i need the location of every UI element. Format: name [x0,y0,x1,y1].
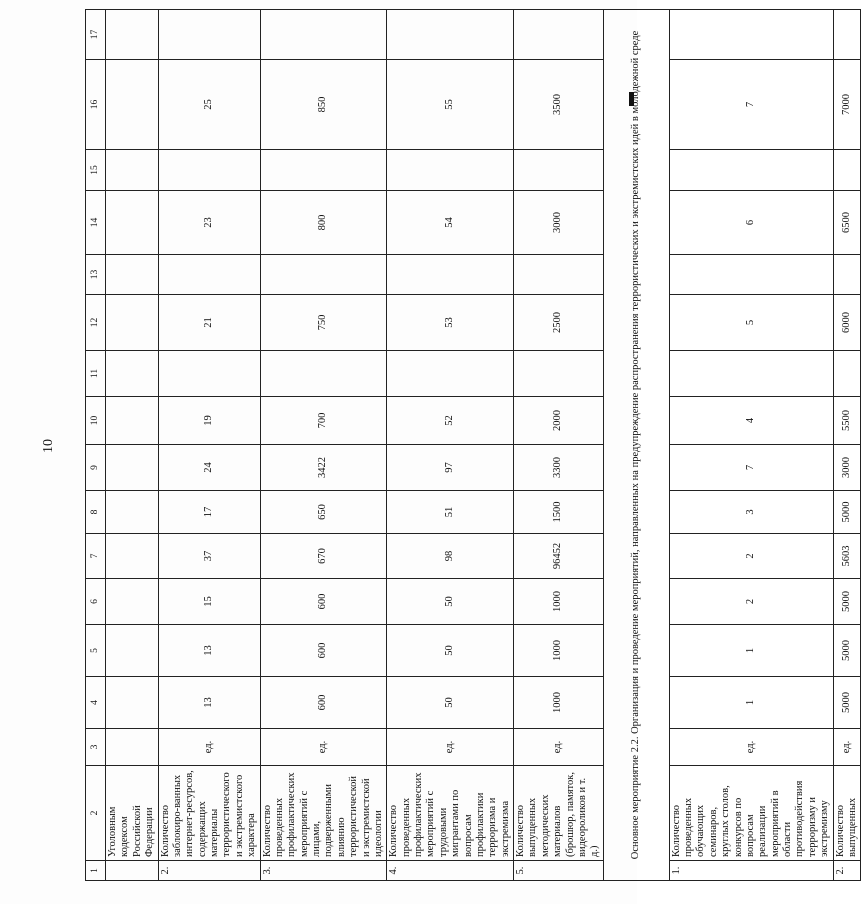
value-cell [260,10,387,60]
value-cell: 850 [260,60,387,150]
page-number: 10 [41,439,56,453]
value-cell: ед. [387,729,514,766]
row-migrant-events [387,10,514,881]
value-cell: 19 [158,397,260,445]
value-cell [669,255,833,295]
value-cell: ед. [833,729,861,766]
value-cell: 54 [387,191,514,255]
row-number-cell: 3. [260,861,387,881]
indicator-name-cell: Уголовным кодексом Российской Федерации [106,766,159,861]
value-cell: ед. [514,729,604,766]
indicator-name-cell: Количество проведенных профилактических мероприятий с лицами, подверженными влиянию террористической и экстремистской идеологии [260,766,387,861]
value-cell: 1500 [514,491,604,534]
value-cell: 5000 [833,579,861,625]
header-cell: 13 [86,255,106,295]
value-cell: 1000 [514,677,604,729]
value-cell: 7 [669,445,833,491]
value-cell: 5000 [833,625,861,677]
value-cell: 7 [669,60,833,150]
value-cell: 3000 [514,191,604,255]
value-cell [514,351,604,397]
value-cell [514,150,604,191]
value-cell: 5000 [833,491,861,534]
header-cell: 4 [86,677,106,729]
value-cell: 50 [387,677,514,729]
indicator-name-cell: Количество заблокиро-ванных интернет-ресурсов, содержащих материалы террористического и экстремистского характера [158,766,260,861]
value-cell [669,10,833,60]
value-cell [669,351,833,397]
value-cell: 600 [260,579,387,625]
value-cell [106,677,159,729]
value-cell [158,255,260,295]
value-cell: 37 [158,534,260,579]
header-cell: 7 [86,534,106,579]
value-cell: 2 [669,579,833,625]
value-cell: 700 [260,397,387,445]
value-cell: 2000 [514,397,604,445]
value-cell: 53 [387,295,514,351]
header-cell: 1 [86,861,106,881]
value-cell: 2500 [514,295,604,351]
value-cell: 55 [387,60,514,150]
header-cell: 17 [86,10,106,60]
value-cell: 13 [158,677,260,729]
row-number-cell: 4. [387,861,514,881]
value-cell: 6 [669,191,833,255]
indicator-name-cell: Количество проведенных профилактических мероприятий с трудовыми мигрантами по вопросам профилактики терроризма и экстремизма [387,766,514,861]
indicator-name-cell: Количество выпущенных методических материалов (брошюр, памяток, видеороликов и т. д.) [514,766,604,861]
value-cell: 800 [260,191,387,255]
value-cell [669,150,833,191]
indicators-table [85,9,861,881]
value-cell: 5500 [833,397,861,445]
value-cell: 17 [158,491,260,534]
value-cell [833,150,861,191]
value-cell: 98 [387,534,514,579]
value-cell [106,445,159,491]
row-number-cell: 1. [669,861,833,881]
row-seminars [669,10,833,881]
value-cell: 24 [158,445,260,491]
value-cell [833,255,861,295]
value-cell: ед. [158,729,260,766]
header-cell: 9 [86,445,106,491]
row-published-count [833,10,861,881]
section-heading-cell: Основное мероприятие 2.2. Организация и проведение мероприятий, направленных на предупреждение распространения террористических и экстремистских идей в молодежной среде [603,10,669,881]
value-cell [387,10,514,60]
value-cell: 21 [158,295,260,351]
row-blocked-resources [158,10,260,881]
value-cell [260,351,387,397]
value-cell: 2 [669,534,833,579]
value-cell [106,255,159,295]
value-cell: 15 [158,579,260,625]
value-cell: 50 [387,579,514,625]
value-cell: 1 [669,625,833,677]
value-cell [106,150,159,191]
value-cell [387,351,514,397]
value-cell: ед. [669,729,833,766]
value-cell [106,397,159,445]
rotated-table-container [85,10,858,881]
value-cell [106,351,159,397]
value-cell: 670 [260,534,387,579]
row-number-cell [106,861,159,881]
indicator-name-cell: Количество проведенных обучающих семинаров, круглых столов, конкурсов по вопросам реализации мероприятий в области противодействия терроризму и экстремизму [669,766,833,861]
value-cell: 600 [260,677,387,729]
header-cell: 12 [86,295,106,351]
header-cell: 3 [86,729,106,766]
value-cell: 7000 [833,60,861,150]
header-cell: 11 [86,351,106,397]
header-cell: 5 [86,625,106,677]
header-cell: 10 [86,397,106,445]
value-cell: 5000 [833,677,861,729]
value-cell: 50 [387,625,514,677]
value-cell [106,534,159,579]
row-number-cell: 5. [514,861,604,881]
value-cell: 600 [260,625,387,677]
value-cell [106,625,159,677]
indicator-name-cell: Количество выпущенных [833,766,861,861]
value-cell: 5 [669,295,833,351]
value-cell [260,255,387,295]
value-cell: 1000 [514,625,604,677]
row-prevention-events [260,10,387,881]
value-cell: 3000 [833,445,861,491]
value-cell: 51 [387,491,514,534]
value-cell: 1000 [514,579,604,625]
row-section-2-2 [603,10,669,881]
value-cell [158,351,260,397]
value-cell: 3 [669,491,833,534]
value-cell: 1 [669,677,833,729]
value-cell: 3422 [260,445,387,491]
value-cell [514,255,604,295]
row-number-cell: 2. [833,861,861,881]
row-number-cell: 2. [158,861,260,881]
header-cell: 6 [86,579,106,625]
value-cell [260,150,387,191]
value-cell: 52 [387,397,514,445]
value-cell [106,295,159,351]
value-cell [387,255,514,295]
value-cell: 4 [669,397,833,445]
value-cell [387,150,514,191]
value-cell: 96452 [514,534,604,579]
header-cell: 2 [86,766,106,861]
value-cell [158,10,260,60]
value-cell [514,10,604,60]
value-cell: 6500 [833,191,861,255]
value-cell: 23 [158,191,260,255]
header-cell: 16 [86,60,106,150]
value-cell [106,191,159,255]
value-cell: 3500 [514,60,604,150]
value-cell: 5603 [833,534,861,579]
value-cell [106,729,159,766]
value-cell [106,60,159,150]
value-cell: ед. [260,729,387,766]
value-cell: 6000 [833,295,861,351]
row-criminal-code [106,10,159,881]
value-cell: 750 [260,295,387,351]
value-cell: 3300 [514,445,604,491]
value-cell: 97 [387,445,514,491]
value-cell [833,10,861,60]
header-cell: 14 [86,191,106,255]
value-cell [833,351,861,397]
row-method-materials [514,10,604,881]
value-cell: 13 [158,625,260,677]
header-cell: 8 [86,491,106,534]
value-cell [158,150,260,191]
value-cell [106,10,159,60]
value-cell [106,491,159,534]
value-cell: 25 [158,60,260,150]
header-row [86,10,106,881]
header-cell: 15 [86,150,106,191]
value-cell: 650 [260,491,387,534]
value-cell [106,579,159,625]
